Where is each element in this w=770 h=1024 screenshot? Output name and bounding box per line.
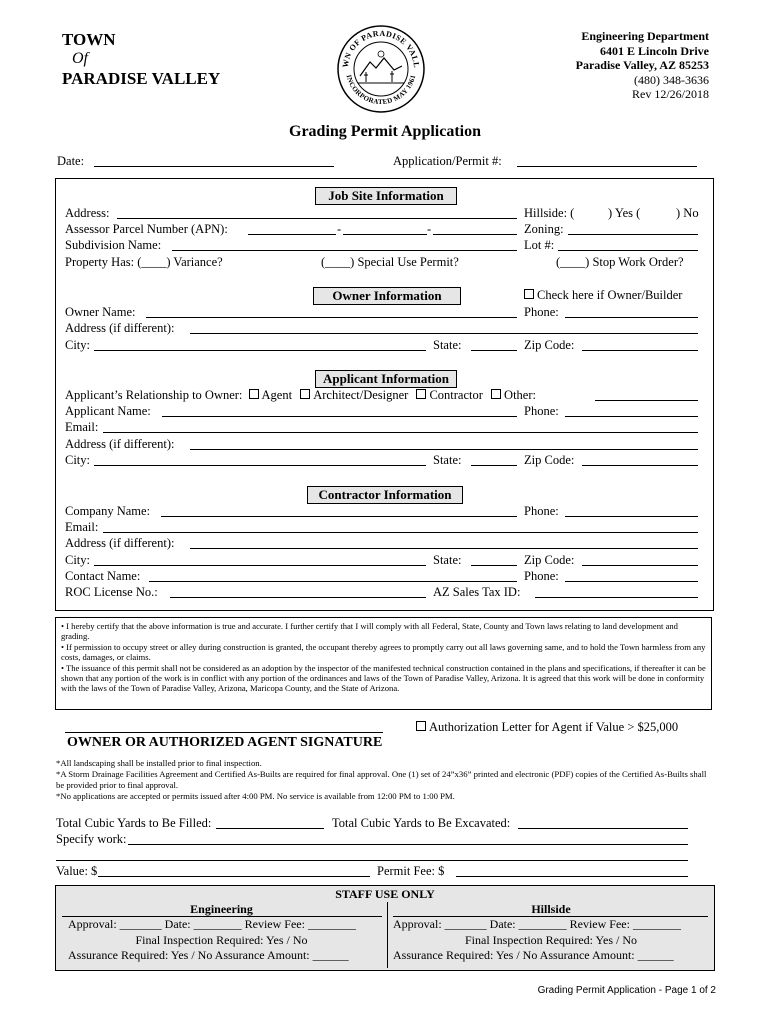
owner-builder-label: Check here if Owner/Builder [537, 288, 683, 302]
hillside-yes[interactable]: ) Yes ( [608, 206, 641, 220]
zoning-field[interactable] [568, 222, 698, 235]
auth-letter-label: Authorization Letter for Agent if Value > $25,000 [429, 720, 679, 734]
owner-state-field[interactable] [471, 338, 517, 351]
applicant-phone-label: Phone: [524, 404, 559, 418]
hill-approval-row[interactable]: Approval: _______ Date: ________ Review Fee: ________ [393, 917, 681, 931]
address-label: Address: [65, 206, 110, 220]
form-title: Grading Permit Application [289, 123, 481, 140]
owner-phone-label: Phone: [524, 305, 559, 319]
az-tax-field[interactable] [535, 585, 698, 598]
applicant-state-label: State: [433, 453, 462, 467]
permit-fee-label: Permit Fee: $ [377, 864, 445, 878]
zoning-label: Zoning: [524, 222, 564, 236]
contractor-phone-field[interactable] [565, 504, 698, 517]
hillside-label: Hillside: ( [524, 206, 575, 220]
contractor-zip-field[interactable] [582, 553, 698, 566]
excavate-field[interactable] [518, 816, 688, 829]
staff-heading: STAFF USE ONLY [335, 887, 435, 901]
contractor-email-field[interactable] [103, 520, 698, 533]
town-title-line3: PARADISE VALLEY [62, 69, 221, 88]
specify-work-field-2[interactable] [56, 848, 688, 861]
owner-builder-checkbox-row[interactable] [524, 288, 682, 303]
signature-label: OWNER OR AUTHORIZED AGENT SIGNATURE [67, 735, 383, 750]
contractor-address-field[interactable] [190, 536, 698, 549]
agent-checkbox[interactable] [249, 389, 259, 399]
auth-letter-row[interactable] [416, 720, 678, 735]
apn-field-3[interactable] [433, 222, 517, 235]
certification-paragraph-3: • The issuance of this permit shall not be considered as an adoption by the inspector of the manifested technical construction contained in the plans and specifications, if thereafter it can be shown that any portion of the work is in conflict with any portion of the ordinances and laws of the Town of Paradise Valley, Arizona. It is agreed that this work will be done in conformity with the laws of the Town of Paradise Valley, Arizona, Maricopa County, and the State of Arizona. [61, 662, 706, 694]
note-storm-drainage: *A Storm Drainage Facilities Agreement and Certified As-Builts are required for final approval. One (1) set of 24”x36” printed and electronic (PDF) copies of the Certified As-Builts shall be provided prior to final approval. [56, 769, 707, 790]
roc-license-field[interactable] [170, 585, 426, 598]
applicant-email-label: Email: [65, 420, 99, 434]
relationship-row [65, 388, 536, 403]
permit-fee-field[interactable] [456, 864, 688, 877]
eng-assurance-row[interactable]: Assurance Required: Yes / No Assurance Amount: ______ [68, 948, 349, 962]
note-hours: *No applications are accepted or permits issued after 4:00 PM. No service is available from 12:00 PM to 1:00 PM. [56, 791, 455, 801]
company-name-label: Company Name: [65, 504, 151, 518]
contractor-heading: Contractor Information [307, 486, 463, 504]
certification-paragraph-2: • If permission to occupy street or alley during construction is granted, the occupant thereby agrees to promptly carry out all laws governing same, and to hold the Town harmless from any costs, damages, or claims. [61, 641, 706, 663]
contractor-label: Contractor [429, 388, 483, 402]
value-field[interactable] [98, 864, 370, 877]
lot-label: Lot #: [524, 238, 555, 252]
date-label: Date: [57, 154, 85, 168]
job-address-field[interactable] [117, 206, 517, 219]
owner-city-field[interactable] [94, 338, 426, 351]
owner-heading: Owner Information [313, 287, 461, 305]
applicant-name-label: Applicant Name: [65, 404, 151, 418]
hill-assurance-row[interactable]: Assurance Required: Yes / No Assurance Amount: ______ [393, 948, 674, 962]
agent-label: Agent [261, 388, 293, 402]
owner-address-field[interactable] [190, 321, 698, 334]
contractor-address-label: Address (if different): [65, 536, 175, 550]
specify-work-label: Specify work: [56, 832, 127, 846]
seal-text-top: WN OF PARADISE VALL [340, 28, 422, 69]
apn-label: Assessor Parcel Number (APN): [65, 222, 228, 236]
other-checkbox[interactable] [491, 389, 501, 399]
contact-phone-field[interactable] [565, 569, 698, 582]
applicant-heading: Applicant Information [315, 370, 457, 388]
date-field[interactable] [94, 154, 334, 167]
excavate-label: Total Cubic Yards to Be Excavated: [332, 816, 511, 830]
apn-dash-1: - [337, 222, 342, 236]
svg-text:TOWN OF PARADISE VALLEY [336, 24, 421, 68]
permit-number-field[interactable] [517, 154, 697, 167]
dept-name: Engineering Department [581, 29, 709, 43]
contractor-state-label: State: [433, 553, 462, 567]
applicant-zip-label: Zip Code: [524, 453, 575, 467]
lot-field[interactable] [558, 238, 698, 251]
roc-license-label: ROC License No.: [65, 585, 158, 599]
fill-label: Total Cubic Yards to Be Filled: [56, 816, 212, 830]
dept-street: 6401 E Lincoln Drive [599, 43, 709, 58]
owner-zip-label: Zip Code: [524, 338, 575, 352]
contractor-phone-label: Phone: [524, 504, 559, 518]
contractor-city-label: City: [65, 553, 91, 567]
other-label: Other: [504, 388, 536, 402]
job-site-heading: Job Site Information [315, 187, 457, 205]
eng-final-inspection[interactable]: Final Inspection Required: Yes / No [135, 933, 308, 947]
az-tax-label: AZ Sales Tax ID: [433, 585, 521, 599]
applicant-name-field[interactable] [162, 404, 517, 417]
seal-text-bottom: INCORPORATED MAY 1961 [344, 74, 418, 107]
contact-name-label: Contact Name: [65, 569, 141, 583]
special-use-field[interactable]: (____) Special Use Permit? [321, 255, 459, 269]
stop-work-field[interactable]: (____) Stop Work Order? [556, 255, 684, 269]
applicant-city-label: City: [65, 453, 91, 467]
applicant-email-field[interactable] [103, 420, 698, 433]
owner-name-label: Owner Name: [65, 305, 136, 319]
applicant-address-field[interactable] [190, 437, 698, 450]
note-landscaping: *All landscaping shall be installed prior to final inspection. [56, 758, 262, 768]
contractor-checkbox[interactable] [416, 389, 426, 399]
applicant-zip-field[interactable] [582, 453, 698, 466]
hillside-heading: Hillside [531, 902, 571, 916]
fill-field[interactable] [216, 816, 324, 829]
owner-city-label: City: [65, 338, 91, 352]
contractor-state-field[interactable] [471, 553, 517, 566]
eng-approval-row[interactable]: Approval: _______ Date: ________ Review Fee: ________ [68, 917, 356, 931]
apn-field-2[interactable] [343, 222, 427, 235]
apn-field-1[interactable] [248, 222, 336, 235]
town-title-line2: Of [72, 50, 88, 67]
notes-block [56, 758, 716, 802]
hill-final-inspection[interactable]: Final Inspection Required: Yes / No [465, 933, 637, 947]
variance-field[interactable]: Property Has: (____) Variance? [65, 255, 223, 269]
applicant-phone-field[interactable] [565, 404, 698, 417]
permit-number-label: Application/Permit #: [393, 154, 502, 168]
owner-address-label: Address (if different): [65, 321, 175, 335]
architect-checkbox[interactable] [300, 389, 310, 399]
owner-builder-checkbox[interactable] [524, 289, 534, 299]
company-name-field[interactable] [161, 504, 517, 517]
applicant-state-field[interactable] [471, 453, 517, 466]
owner-phone-field[interactable] [565, 305, 698, 318]
hillside-no[interactable]: ) No [676, 206, 699, 220]
revision-date: Rev 12/26/2018 [632, 87, 709, 101]
contractor-city-field[interactable] [94, 553, 426, 566]
contact-phone-label: Phone: [524, 569, 559, 583]
dept-city: Paradise Valley, AZ 85253 [575, 58, 709, 72]
subdivision-label: Subdivision Name: [65, 238, 162, 252]
owner-name-field[interactable] [146, 305, 517, 318]
town-seal [336, 24, 426, 114]
auth-letter-checkbox[interactable] [416, 721, 426, 731]
certification-paragraph-1: • I hereby certify that the above information is true and accurate. I further certify that I will comply with all Federal, State, County and Town laws relating to land development and grading. [61, 621, 678, 642]
town-title-line1: TOWN [62, 30, 116, 49]
page-footer: Grading Permit Application - Page 1 of 2 [537, 985, 716, 996]
contractor-zip-label: Zip Code: [524, 553, 575, 567]
architect-label: Architect/Designer [313, 388, 409, 402]
owner-zip-field[interactable] [582, 338, 698, 351]
dept-phone: (480) 348-3636 [634, 72, 709, 87]
certification-box [55, 617, 712, 710]
engineering-heading: Engineering [190, 902, 253, 916]
specify-work-field[interactable] [128, 832, 688, 845]
contractor-email-label: Email: [65, 520, 99, 534]
value-label: Value: $ [56, 864, 98, 878]
department-address [576, 29, 709, 102]
subdivision-field[interactable] [172, 238, 517, 251]
staff-use-box [55, 885, 715, 971]
apn-dash-2: - [427, 222, 432, 236]
contact-name-field[interactable] [149, 569, 517, 582]
owner-state-label: State: [433, 338, 462, 352]
signature-line[interactable] [65, 720, 383, 733]
applicant-city-field[interactable] [94, 453, 426, 466]
applicant-address-label: Address (if different): [65, 437, 175, 451]
relationship-label: Applicant’s Relationship to Owner: [65, 388, 243, 402]
other-relationship-field[interactable] [595, 388, 698, 401]
